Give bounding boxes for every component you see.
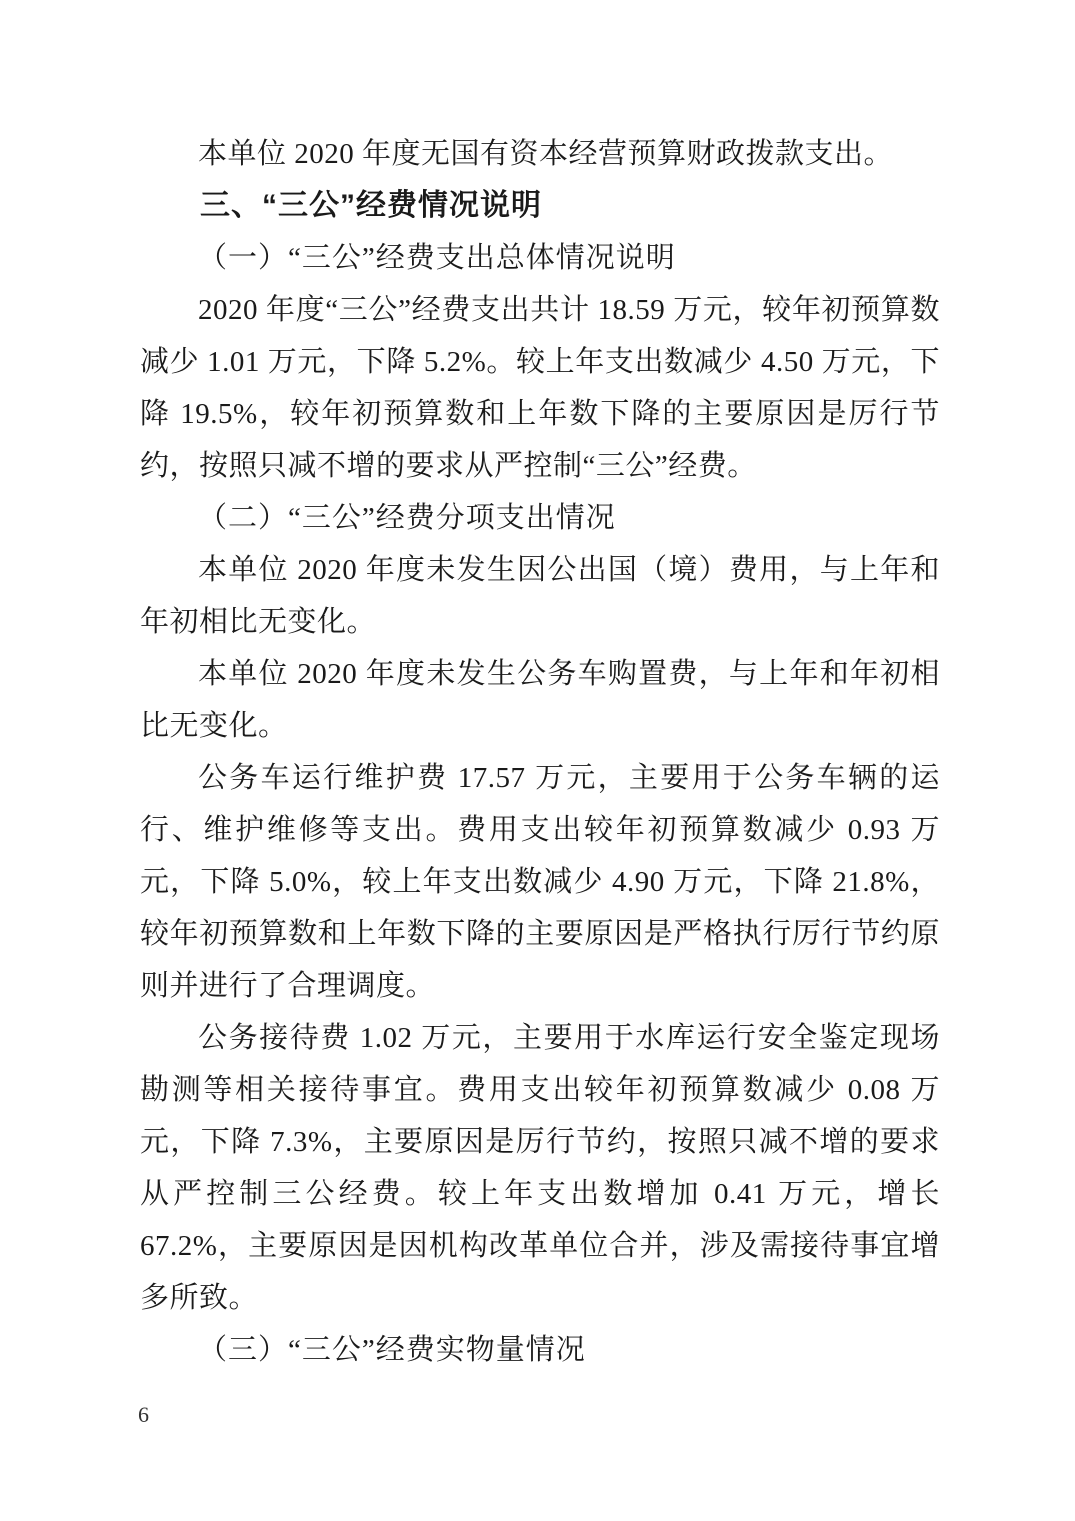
paragraph-no-overseas-travel-expense: 本单位 2020 年度未发生因公出国（境）费用，与上年和年初相比无变化。 (140, 554, 940, 638)
paragraph-official-reception-expense: 公务接待费 1.02 万元，主要用于水库运行安全鉴定现场勘测等相关接待事宜。费用支出较年初预算数减少 0.08 万元，下降 7.3%，主要原因是厉行节约，按照只减不增的要求从严控制三公经费。较上年支出数增加 0.41 万元，增长 67.2%，主要原因是因机构改革单位合并，涉及需接待事宜增多所致。 (140, 1022, 940, 1314)
subheading-physical-quantity: （三）“三公”经费实物量情况 (198, 1334, 586, 1366)
subheading-itemized-expenditure: （二）“三公”经费分项支出情况 (198, 502, 616, 534)
page-number: 6 (138, 1402, 149, 1427)
section-heading-three-public-expenses: 三、“三公”经费情况说明 (200, 189, 542, 222)
paragraph-no-state-capital-expenditure: 本单位 2020 年度无国有资本经营预算财政拨款支出。 (198, 138, 894, 170)
paragraph-no-vehicle-purchase-expense: 本单位 2020 年度未发生公务车购置费，与上年和年初相比无变化。 (140, 658, 940, 742)
paragraph-vehicle-operation-maintenance: 公务车运行维护费 17.57 万元，主要用于公务车辆的运行、维护维修等支出。费用支出较年初预算数减少 0.93 万元，下降 5.0%，较上年支出数减少 4.90 万元，下降 21.8%，较年初预算数和上年数下降的主要原因是严格执行厉行节约原则并进行了合理调度。 (140, 762, 940, 1002)
paragraph-total-expenditure-summary: 2020 年度“三公”经费支出共计 18.59 万元，较年初预算数减少 1.01 万元，下降 5.2%。较上年支出数减少 4.50 万元，下降 19.5%，较年初预算数和上年数下降的主要原因是厉行节约，按照只减不增的要求从严控制“三公”经费。 (140, 294, 940, 482)
document-content (140, 128, 940, 1376)
subheading-overall-expenditure: （一）“三公”经费支出总体情况说明 (198, 242, 676, 274)
